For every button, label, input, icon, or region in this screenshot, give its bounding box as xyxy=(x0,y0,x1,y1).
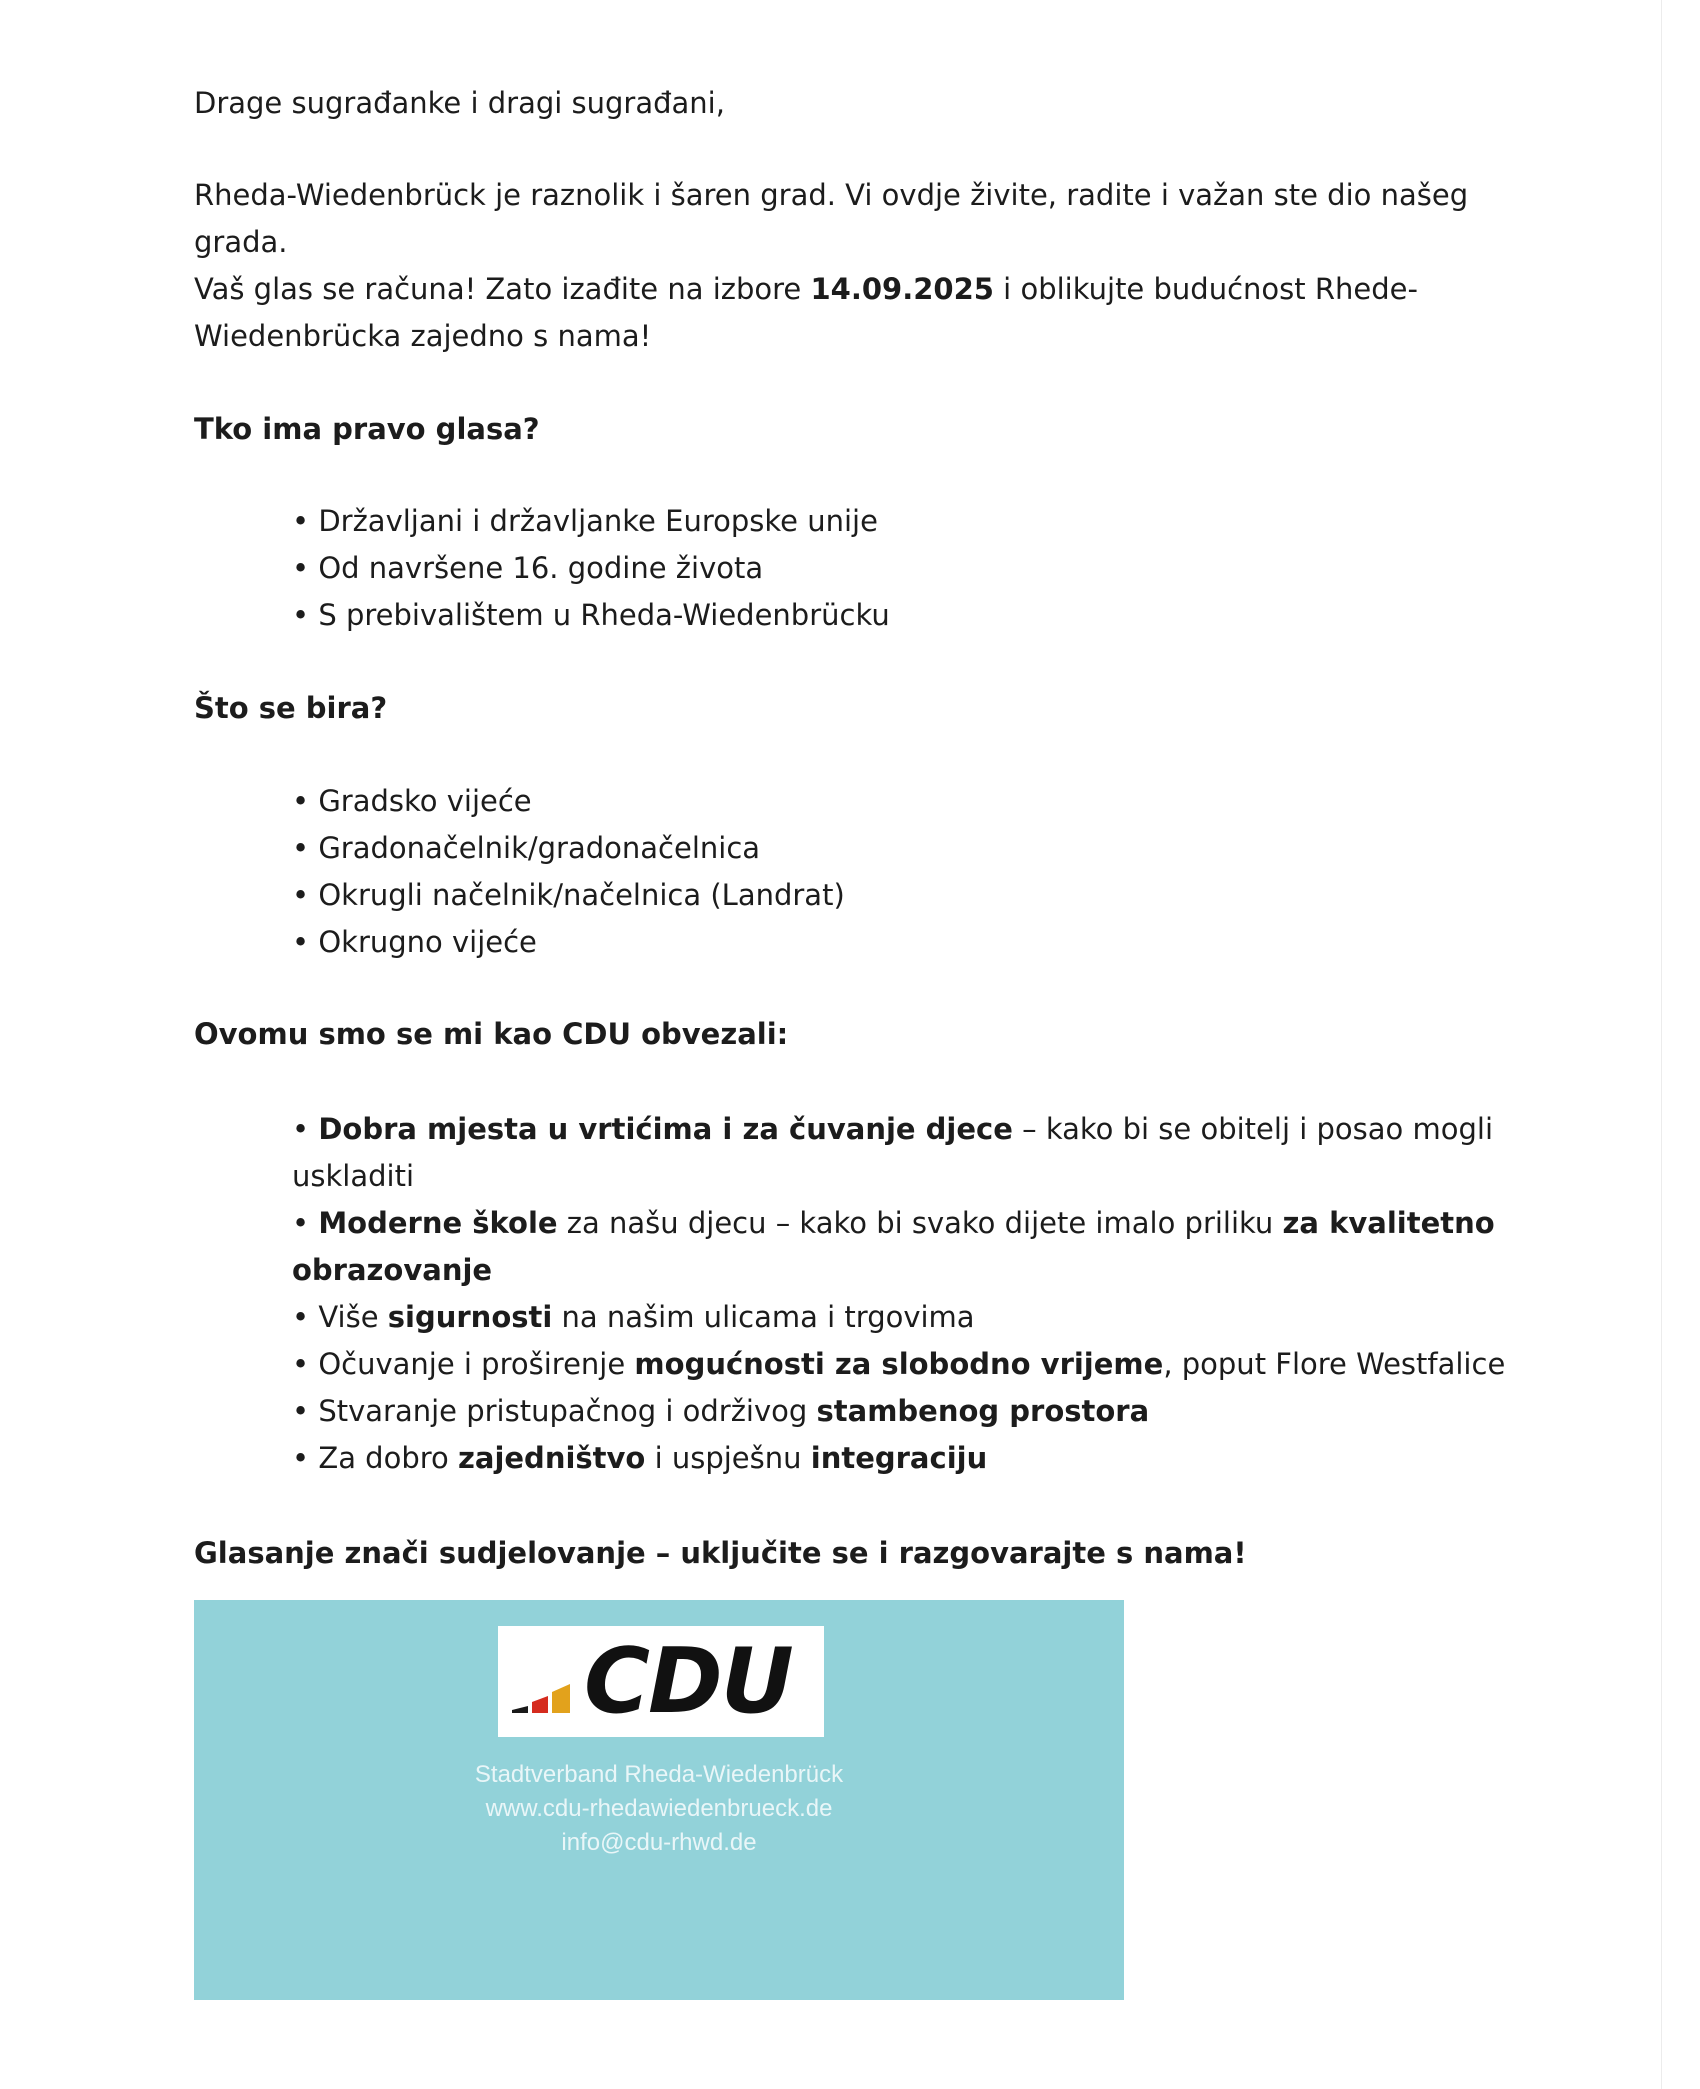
bullet: • xyxy=(292,1112,319,1146)
commitment-text: • Stvaranje pristupačnog i održivog xyxy=(292,1394,817,1428)
election-date: 14.09.2025 xyxy=(810,272,994,306)
who-item: • Od navršene 16. godine života xyxy=(292,551,764,585)
commitment-bold: sigurnosti xyxy=(387,1300,553,1334)
commitment-text: , poput Flore Westfalice xyxy=(1163,1347,1506,1381)
what-heading: Što se bira? xyxy=(194,691,388,725)
commitment-item xyxy=(292,1341,1505,1388)
who-heading: Tko ima pravo glasa? xyxy=(194,412,540,446)
footer-email: info@cdu-rhwd.de xyxy=(561,1829,757,1856)
cdu-footer-banner xyxy=(194,1600,1124,2000)
commitment-text: • Očuvanje i proširenje xyxy=(292,1347,635,1381)
commitment-item xyxy=(292,1294,975,1341)
commitment-bold: Moderne škole xyxy=(318,1206,558,1240)
cdu-logo-bars-icon xyxy=(498,1626,588,1737)
commitment-item-continued: uskladiti xyxy=(292,1159,415,1193)
who-item: • Državljani i državljanke Europske unije xyxy=(292,504,878,538)
intro-line-2: grada. xyxy=(194,225,288,259)
commitment-item xyxy=(292,1435,987,1482)
commitment-item xyxy=(292,1200,1495,1247)
commitment-text: – kako bi se obitelj i posao mogli xyxy=(1012,1112,1494,1146)
vote-line-2: Wiedenbrücka zajedno s nama! xyxy=(194,319,652,353)
scan-edge-line xyxy=(1661,0,1662,2089)
closing-line: Glasanje znači sudjelovanje – uključite se i razgovarajte s nama! xyxy=(194,1536,1247,1570)
intro-line-1: Rheda-Wiedenbrück je raznolik i šaren grad. Vi ovdje živite, radite i važan ste dio našeg xyxy=(194,178,1469,212)
commitment-bold: za kvalitetno xyxy=(1282,1206,1495,1240)
what-item: • Okrugli načelnik/načelnica (Landrat) xyxy=(292,878,845,912)
commitment-bold: zajedništvo xyxy=(458,1441,646,1475)
vote-suffix: i oblikujte budućnost Rhede- xyxy=(993,272,1418,306)
greeting: Drage sugrađanke i dragi sugrađani, xyxy=(194,86,725,120)
commitment-text: • Za dobro xyxy=(292,1441,458,1475)
commitment-bold: integraciju xyxy=(810,1441,988,1475)
commitment-item-continued: obrazovanje xyxy=(292,1253,493,1287)
commitment-text: • Više xyxy=(292,1300,388,1334)
vote-prefix: Vaš glas se računa! Zato izađite na izbore xyxy=(194,272,811,306)
vote-line-1 xyxy=(194,266,1418,313)
what-item: • Gradsko vijeće xyxy=(292,784,532,818)
bullet: • xyxy=(292,1206,319,1240)
who-item: • S prebivalištem u Rheda-Wiedenbrücku xyxy=(292,598,890,632)
cdu-logo-text: CDU xyxy=(584,1629,792,1734)
commitment-bold: stambenog prostora xyxy=(816,1394,1150,1428)
commitment-text: na našim ulicama i trgovima xyxy=(552,1300,975,1334)
commitment-text: za našu djecu – kako bi svako dijete imalo priliku xyxy=(557,1206,1283,1240)
commitment-text: i uspješnu xyxy=(645,1441,811,1475)
commitments-heading: Ovomu smo se mi kao CDU obvezali: xyxy=(194,1017,789,1051)
commitment-bold: mogućnosti za slobodno vrijeme xyxy=(634,1347,1164,1381)
cdu-logo xyxy=(498,1626,824,1737)
what-item: • Gradonačelnik/gradonačelnica xyxy=(292,831,761,865)
commitment-item xyxy=(292,1106,1493,1153)
commitment-item xyxy=(292,1388,1149,1435)
commitment-bold: Dobra mjesta u vrtićima i za čuvanje djece xyxy=(318,1112,1013,1146)
what-item: • Okrugno vijeće xyxy=(292,925,537,959)
footer-website: www.cdu-rhedawiedenbrueck.de xyxy=(485,1795,833,1822)
footer-organization: Stadtverband Rheda-Wiedenbrück xyxy=(474,1761,844,1788)
